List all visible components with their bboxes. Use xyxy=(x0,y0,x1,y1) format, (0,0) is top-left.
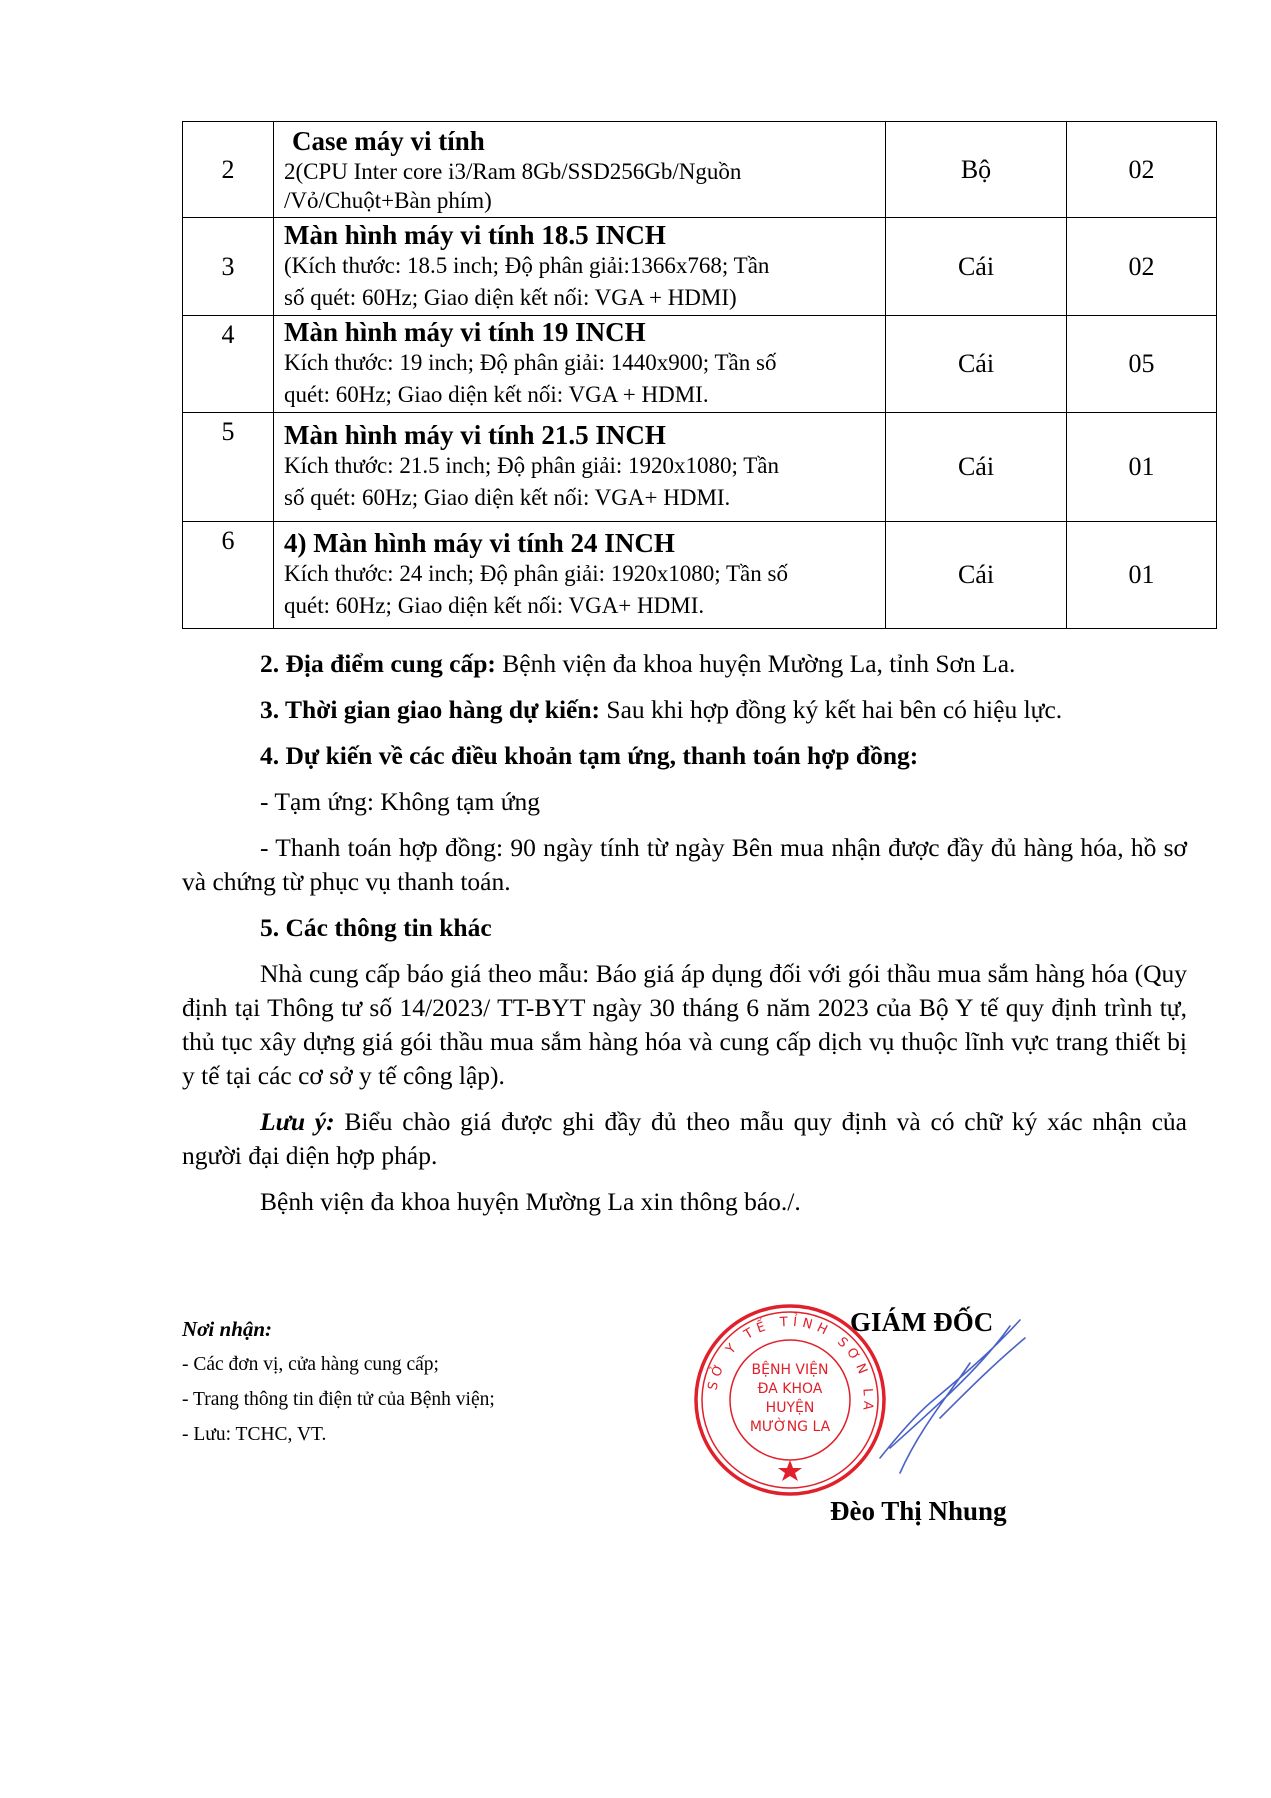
note-paragraph xyxy=(182,1105,1187,1173)
item-description xyxy=(274,413,886,522)
item-description xyxy=(274,122,886,218)
item-description xyxy=(274,316,886,413)
table-row xyxy=(183,413,1217,522)
table-row xyxy=(183,316,1217,413)
seal-line: ĐA KHOA xyxy=(757,1381,823,1397)
table-row xyxy=(183,218,1217,316)
item-spec-line: Kích thước: 19 inch; Độ phân giải: 1440x900; Tần số xyxy=(284,350,777,375)
item-name: Case máy vi tính xyxy=(292,125,485,156)
item-name: Màn hình máy vi tính 21.5 INCH xyxy=(284,420,666,450)
seal-line: BỆNH VIỆN xyxy=(751,1362,829,1378)
recipient-line: - Trang thông tin điện tử của Bệnh viện; xyxy=(182,1389,495,1410)
recipients-title: Nơi nhận: xyxy=(182,1317,273,1341)
delivery-paragraph xyxy=(182,693,1187,727)
delivery-text: Sau khi hợp đồng ký kết hai bên có hiệu lực. xyxy=(600,695,1063,724)
item-quantity: 02 xyxy=(1067,218,1217,316)
recipients-block xyxy=(182,1312,642,1452)
row-number: 3 xyxy=(183,218,274,316)
other-info-paragraph: Nhà cung cấp báo giá theo mẫu: Báo giá áp dụng đối với gói thầu mua sắm hàng hóa (Quy định tại Thông tư số 14/2023/ TT-BYT ngày 30 tháng 6 năm 2023 của Bộ Y tế quy định trình tự, thủ tục xây dựng giá gói thầu mua sắm hàng hóa và cung cấp dịch vụ thuộc lĩnh vực trang thiết bị y tế tại các cơ sở y tế công lập). xyxy=(182,959,1187,1090)
note-label: Lưu ý: xyxy=(260,1107,335,1136)
item-name: Màn hình máy vi tính 18.5 INCH xyxy=(284,219,666,250)
item-spec-line: /Vỏ/Chuột+Bàn phím) xyxy=(284,187,492,213)
item-unit: Cái xyxy=(886,522,1067,629)
item-quantity: 02 xyxy=(1067,122,1217,218)
item-spec-line: số quét: 60Hz; Giao diện kết nối: VGA + HDMI) xyxy=(284,284,737,310)
item-unit: Cái xyxy=(886,218,1067,316)
location-text: Bệnh viện đa khoa huyện Mường La, tỉnh Sơn La. xyxy=(495,649,1016,678)
location-label: 2. Địa điểm cung cấp: xyxy=(260,649,496,678)
item-unit: Cái xyxy=(886,316,1067,413)
items-table xyxy=(182,121,1217,629)
seal-line: HUYỆN xyxy=(765,1400,815,1416)
note-text: Biểu chào giá được ghi đầy đủ theo mẫu quy định và có chữ ký xác nhận của người đại diện hợp pháp. xyxy=(182,1107,1187,1170)
item-spec-line: quét: 60Hz; Giao diện kết nối: VGA + HDMI. xyxy=(284,382,709,407)
closing-paragraph: Bệnh viện đa khoa huyện Mường La xin thông báo./. xyxy=(260,1187,801,1216)
row-number: 4 xyxy=(183,316,274,413)
item-description xyxy=(274,522,886,629)
item-description xyxy=(274,218,886,316)
item-name: 4) Màn hình máy vi tính 24 INCH xyxy=(284,528,675,558)
advance-paragraph: - Tạm ứng: Không tạm ứng xyxy=(260,787,541,816)
signer-name: Đèo Thị Nhung xyxy=(830,1496,1007,1526)
item-spec-line: số quét: 60Hz; Giao diện kết nối: VGA+ HDMI. xyxy=(284,485,731,510)
item-spec-line: Kích thước: 24 inch; Độ phân giải: 1920x1080; Tần số xyxy=(284,561,788,586)
item-quantity: 01 xyxy=(1067,413,1217,522)
recipient-line: - Lưu: TCHC, VT. xyxy=(182,1424,327,1445)
seal-ring-text: SỞ Y TẾ TỈNH SƠN LA xyxy=(705,1314,876,1416)
item-quantity: 05 xyxy=(1067,316,1217,413)
item-spec-line: (Kích thước: 18.5 inch; Độ phân giải:1366x768; Tần xyxy=(284,252,770,278)
item-spec-line: quét: 60Hz; Giao diện kết nối: VGA+ HDMI. xyxy=(284,593,705,618)
table-row xyxy=(183,522,1217,629)
recipient-line: - Các đơn vị, cửa hàng cung cấp; xyxy=(182,1354,439,1375)
row-number: 5 xyxy=(183,413,274,522)
row-number: 2 xyxy=(183,122,274,218)
row-number: 6 xyxy=(183,522,274,629)
table-row xyxy=(183,122,1217,218)
seal-line: MƯỜNG LA xyxy=(749,1419,831,1435)
delivery-label: 3. Thời gian giao hàng dự kiến: xyxy=(260,695,601,724)
signer-title: GIÁM ĐỐC xyxy=(850,1307,994,1337)
other-info-heading: 5. Các thông tin khác xyxy=(260,913,492,942)
item-quantity: 01 xyxy=(1067,522,1217,629)
item-unit: Cái xyxy=(886,413,1067,522)
document-body xyxy=(182,647,1187,1219)
item-name: Màn hình máy vi tính 19 INCH xyxy=(284,317,646,347)
item-spec-line: Kích thước: 21.5 inch; Độ phân giải: 1920x1080; Tần xyxy=(284,453,779,478)
payment-paragraph: - Thanh toán hợp đồng: 90 ngày tính từ ngày Bên mua nhận được đầy đủ hàng hóa, hồ sơ và chứng từ phục vụ thanh toán. xyxy=(182,833,1187,896)
item-unit: Bộ xyxy=(886,122,1067,218)
location-paragraph xyxy=(182,647,1187,681)
payment-heading: 4. Dự kiến về các điều khoản tạm ứng, thanh toán hợp đồng: xyxy=(260,741,919,770)
signature-icon xyxy=(820,1308,1030,1498)
item-spec-line: 2(CPU Inter core i3/Ram 8Gb/SSD256Gb/Nguồn xyxy=(284,158,742,184)
